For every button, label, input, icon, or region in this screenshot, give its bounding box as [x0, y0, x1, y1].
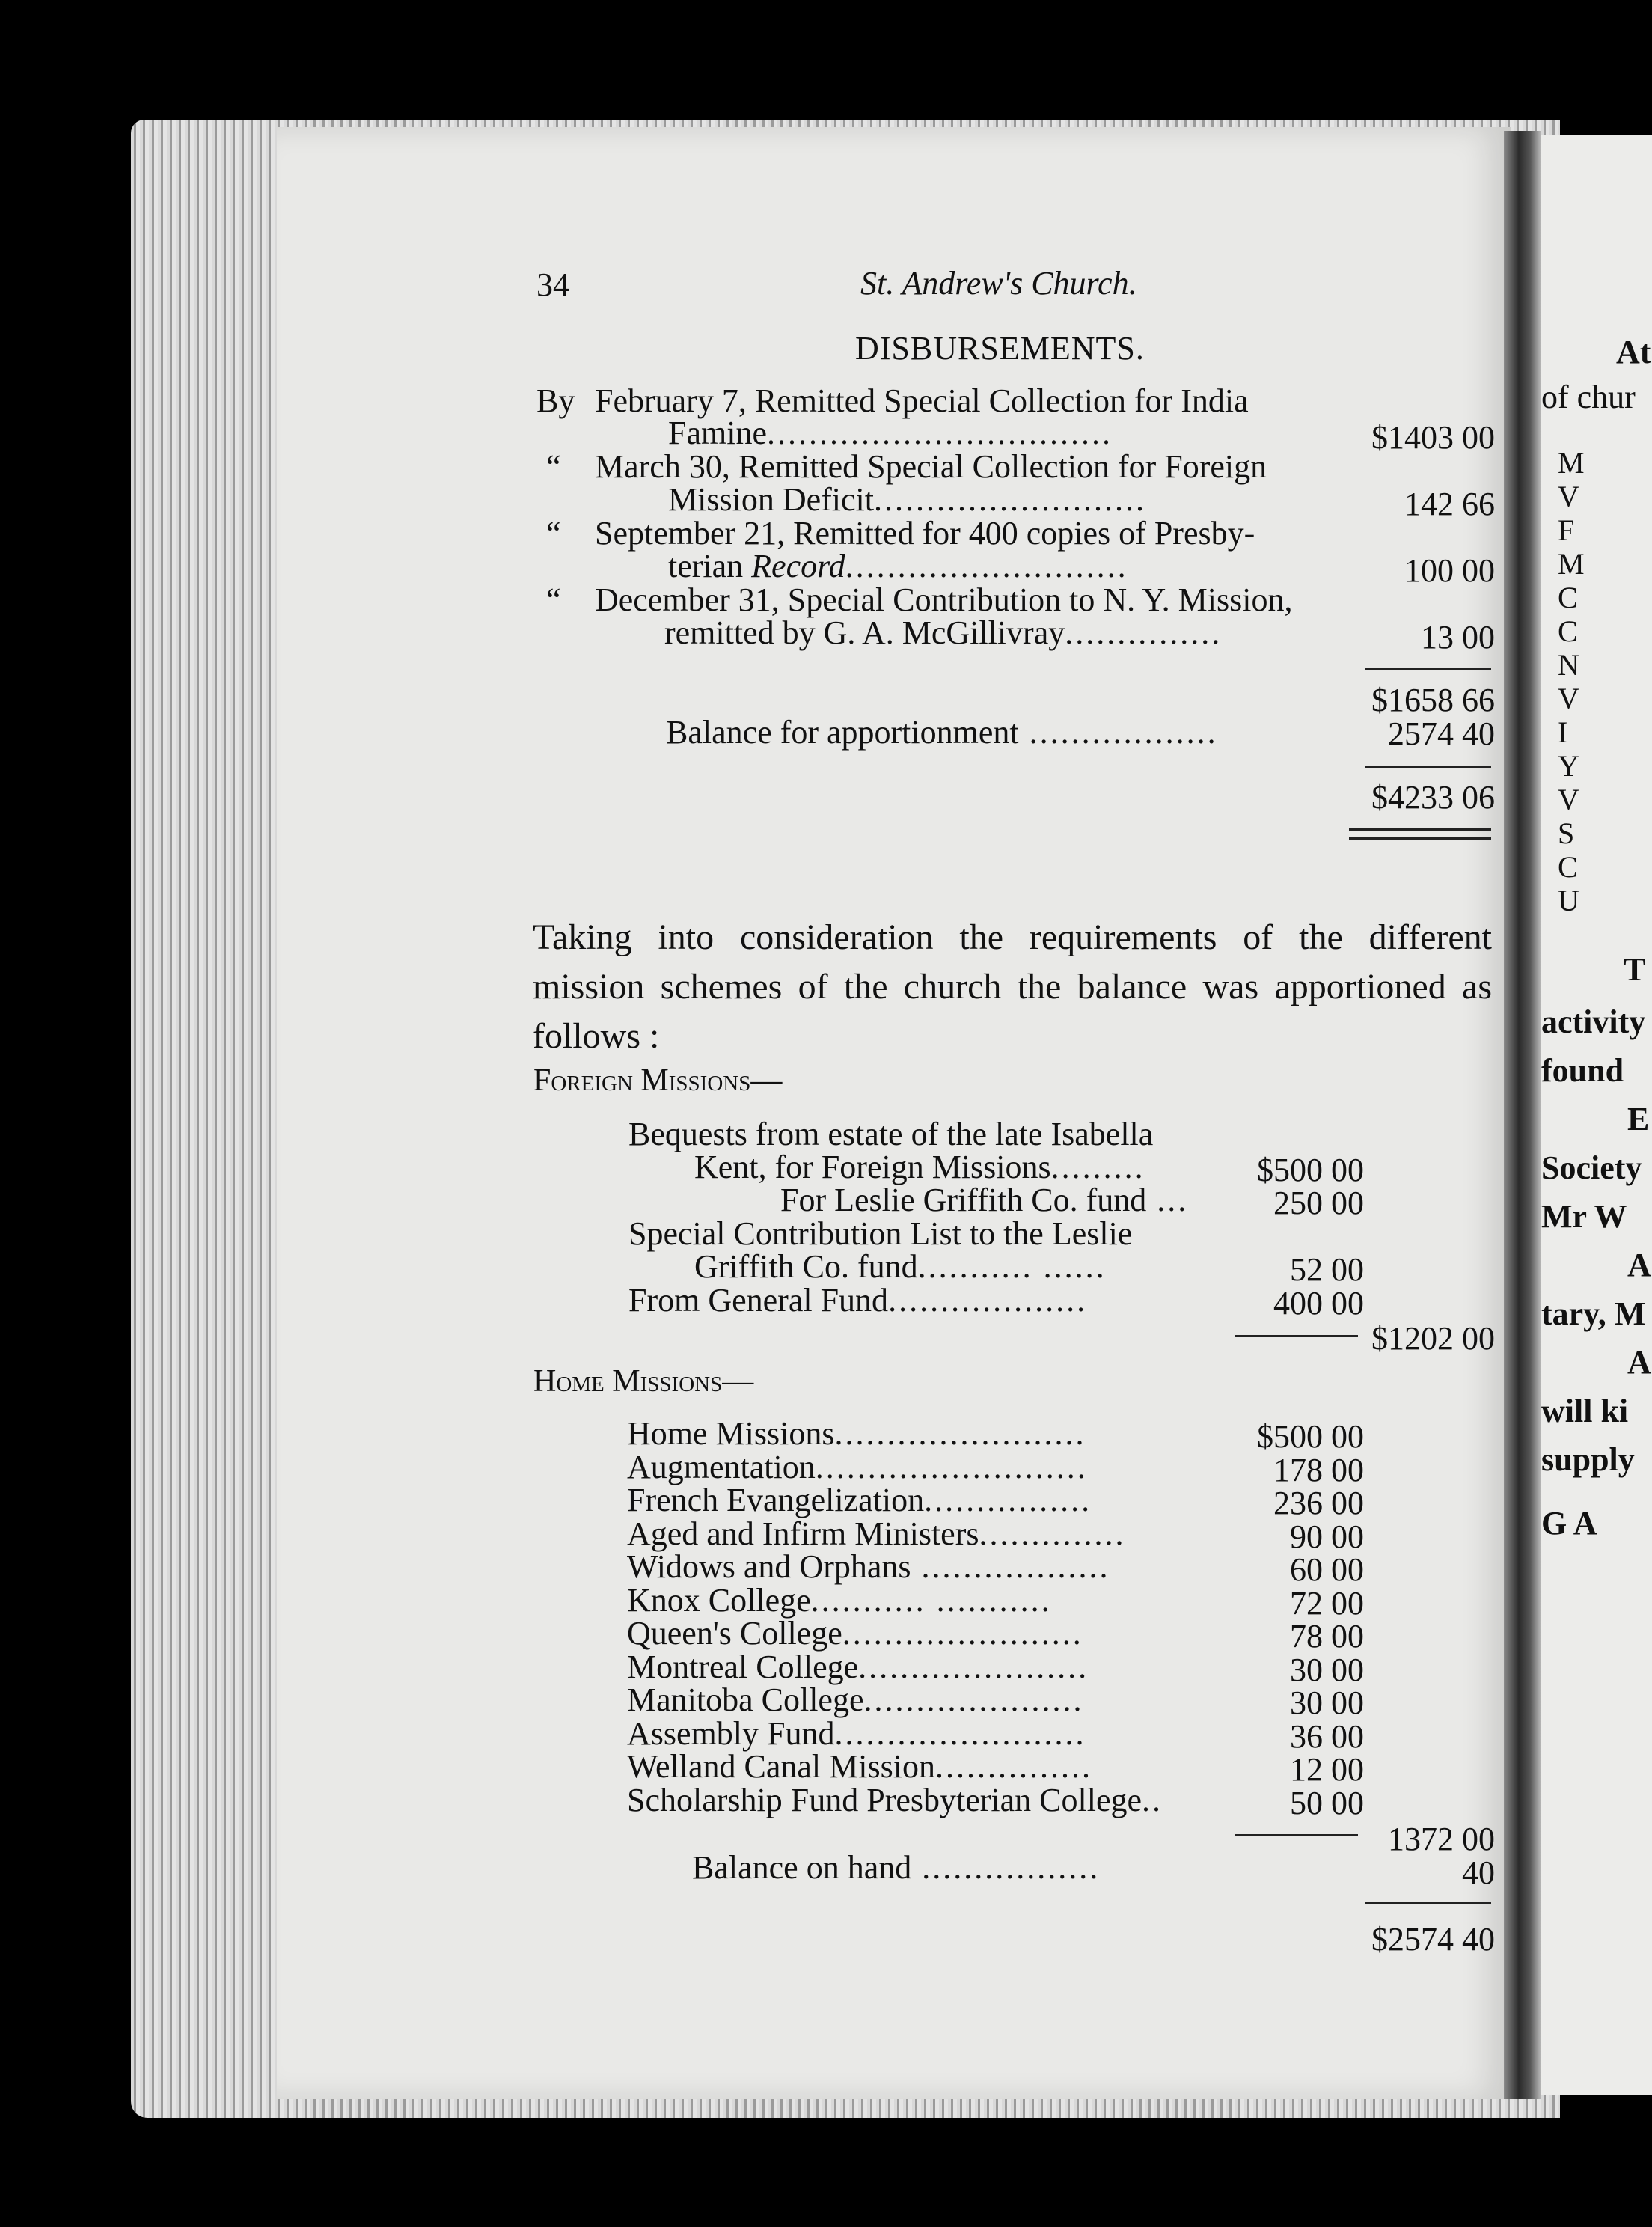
home-item-label: French Evangelization................ — [627, 1482, 1092, 1518]
home-total: 1372 00 — [1388, 1821, 1495, 1857]
right-page-line: Mr W — [1541, 1198, 1627, 1235]
foreign-line: Bequests from estate of the late Isabella — [628, 1116, 1154, 1152]
entry-line: March 30, Remitted Special Collection for Foreign — [595, 448, 1267, 485]
foreign-amount: 52 00 — [1290, 1251, 1364, 1288]
home-item-amount: $500 00 — [1257, 1418, 1364, 1455]
entry-amount: 100 00 — [1404, 552, 1495, 589]
right-page-letter: U — [1558, 884, 1579, 917]
right-page-letter: C — [1558, 614, 1578, 648]
foreign-line: From General Fund................... — [628, 1282, 1088, 1319]
foreign-line: Griffith Co. fund........... ...... — [694, 1248, 1107, 1285]
running-title: St. Andrew's Church. — [860, 265, 1137, 302]
home-item-label: Scholarship Fund Presbyterian College.. — [627, 1782, 1163, 1818]
right-page-line: tary, M — [1541, 1295, 1646, 1332]
foreign-line: Kent, for Foreign Missions......... — [694, 1149, 1145, 1185]
foreign-missions-heading: Foreign Missions— — [533, 1063, 783, 1098]
right-page-line: found — [1541, 1052, 1624, 1089]
home-item-label: Queen's College....................... — [627, 1615, 1083, 1652]
right-page-letter: V — [1558, 682, 1579, 715]
home-item-label: Montreal College...................... — [627, 1649, 1089, 1685]
balance-on-hand-label: Balance on hand ................. — [692, 1849, 1101, 1886]
balance-on-hand-amount: 40 — [1462, 1854, 1495, 1891]
foreign-rule — [1235, 1335, 1358, 1337]
balance-amount: 2574 40 — [1388, 715, 1495, 752]
entry-prefix: “ — [546, 515, 561, 552]
entry-amount: 142 66 — [1404, 486, 1495, 522]
entry-prefix: “ — [546, 581, 561, 618]
home-item-label: Knox College........... ........... — [627, 1582, 1052, 1619]
right-page-letter: Y — [1558, 749, 1579, 783]
home-item-amount: 30 00 — [1290, 1652, 1364, 1688]
entry-line: remitted by G. A. McGillivray............... — [664, 614, 1223, 651]
balance-label: Balance for apportionment .................. — [666, 714, 1218, 751]
home-item-label: Assembly Fund........................ — [627, 1715, 1086, 1752]
home-item-label: Aged and Infirm Ministers.............. — [627, 1515, 1126, 1552]
home-item-label: Home Missions........................ — [627, 1415, 1086, 1452]
entry-line: Famine................................. — [668, 415, 1113, 451]
entry-line: December 31, Special Contribution to N. Y. Mission, — [595, 581, 1293, 618]
right-page-letter: V — [1558, 783, 1579, 816]
home-item-amount: 36 00 — [1290, 1718, 1364, 1755]
right-page-line: activity — [1541, 1003, 1646, 1040]
double-rule-bottom — [1349, 837, 1491, 840]
subtotal-amount: $1658 66 — [1371, 682, 1495, 718]
entry-line: Mission Deficit.......................... — [668, 481, 1146, 518]
home-item-amount: 72 00 — [1290, 1585, 1364, 1622]
home-item-label: Widows and Orphans .................. — [627, 1548, 1110, 1585]
double-rule-top — [1349, 828, 1491, 831]
foreign-amount: 400 00 — [1273, 1285, 1364, 1322]
home-item-amount: 178 00 — [1273, 1452, 1364, 1488]
right-page-line: will ki — [1541, 1393, 1629, 1429]
right-page-letter: M — [1558, 547, 1585, 581]
foreign-amount: 250 00 — [1273, 1185, 1364, 1221]
entry-amount: $1403 00 — [1371, 419, 1495, 456]
right-page-line: T — [1624, 951, 1646, 988]
right-page-letter: I — [1558, 715, 1568, 749]
grand-total-rule — [1365, 1902, 1491, 1904]
entry-prefix: “ — [546, 448, 561, 485]
right-page-letter: N — [1558, 648, 1579, 682]
foreign-amount: $500 00 — [1257, 1152, 1364, 1188]
home-item-label: Manitoba College..................... — [627, 1681, 1084, 1718]
grand-total: $2574 40 — [1371, 1921, 1495, 1958]
right-page-line: supply — [1541, 1441, 1635, 1478]
right-page-line: A — [1627, 1344, 1651, 1381]
entry-line: February 7, Remitted Special Collection for India — [595, 382, 1249, 419]
right-page-line: A — [1627, 1247, 1651, 1283]
home-item-amount: 12 00 — [1290, 1751, 1364, 1788]
right-page-line: Society — [1541, 1149, 1642, 1186]
entry-amount: 13 00 — [1421, 619, 1495, 656]
entry-line: September 21, Remitted for 400 copies of Presby- — [595, 515, 1255, 552]
right-page-line: G A — [1541, 1505, 1597, 1542]
page-number: 34 — [536, 266, 569, 303]
home-item-amount: 236 00 — [1273, 1485, 1364, 1521]
home-item-amount: 60 00 — [1290, 1551, 1364, 1588]
home-item-amount: 30 00 — [1290, 1684, 1364, 1721]
apportionment-paragraph: Taking into consideration the requirements of the different mission schemes of the church the balance was apportioned as follows : — [533, 917, 1492, 1056]
foreign-total: $1202 00 — [1371, 1320, 1495, 1357]
entry-prefix: By — [536, 382, 575, 419]
home-item-amount: 50 00 — [1290, 1785, 1364, 1821]
foreign-line: For Leslie Griffith Co. fund ... — [780, 1182, 1189, 1218]
right-page-line: At — [1616, 334, 1651, 370]
sum-rule — [1365, 668, 1491, 670]
right-page-letter: V — [1558, 480, 1579, 513]
right-page-letter: C — [1558, 850, 1578, 884]
home-rule — [1235, 1834, 1358, 1836]
foreign-line: Special Contribution List to the Leslie — [628, 1215, 1133, 1252]
home-item-amount: 90 00 — [1290, 1518, 1364, 1555]
section-heading: DISBURSEMENTS. — [855, 330, 1145, 367]
home-missions-heading: Home Missions— — [533, 1364, 754, 1399]
home-item-label: Augmentation.......................... — [627, 1449, 1088, 1485]
sum-rule — [1365, 766, 1491, 768]
home-item-amount: 78 00 — [1290, 1618, 1364, 1655]
book-gutter — [1504, 131, 1541, 2099]
right-page-letter: M — [1558, 446, 1585, 480]
right-page — [1541, 135, 1652, 2095]
right-page-letter: S — [1558, 816, 1575, 850]
right-page-line: of chur — [1541, 379, 1636, 415]
total-amount: $4233 06 — [1371, 779, 1495, 816]
home-item-label: Welland Canal Mission............... — [627, 1748, 1092, 1785]
right-page-letter: F — [1558, 513, 1575, 547]
right-page-line: E — [1627, 1101, 1650, 1137]
right-page-letter: C — [1558, 581, 1578, 614]
entry-line: terian Record........................... — [668, 548, 1128, 584]
